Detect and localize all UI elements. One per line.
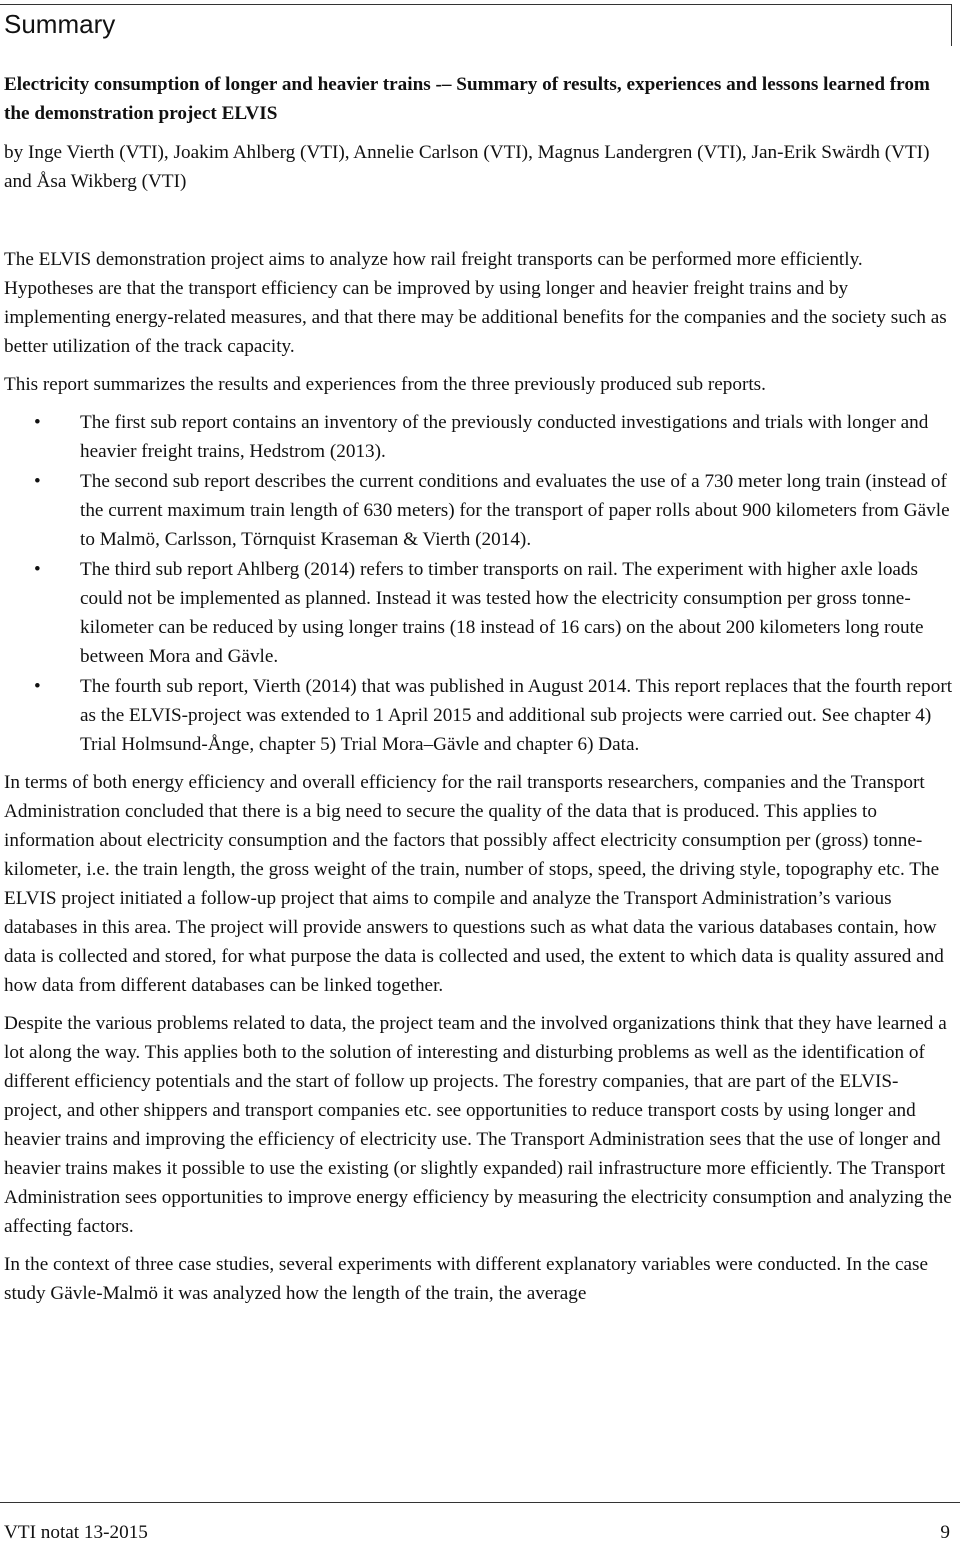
case-studies-paragraph: In the context of three case studies, several experiments with different explanatory variables were conducted. In the case study Gävle-Malmö it was analyzed how the length of the train, the average <box>4 1254 928 1304</box>
page-number: 9 <box>940 1522 950 1543</box>
data-quality-paragraph: In terms of both energy efficiency and overall efficiency for the rail transports researchers, companies and the Transport Administration concluded that there is a big need to secure the quality of the data that is produced. This applies to information about electricity consumption and the factors that possibly affect electricity consumption per (gross) tonne-kilometer, i.e. the train length, the gross weight of the train, number of stops, speed, the driving style, topography etc. The ELVIS project initiated a follow-up project that aims to compile and analyze the Transport Administration’s various databases in this area. The project will provide answers to questions such as what data the various databases contain, how data is collected and stored, for what purpose the data is collected and used, the extent to which data is quality assured and how data from different databases can be linked together. <box>4 772 944 996</box>
report-identifier: VTI notat 13-2015 <box>4 1522 148 1543</box>
intro-paragraph: The ELVIS demonstration project aims to analyze how rail freight transports can be performed more efficiently. Hypotheses are that the transport efficiency can be improved by using longer and heavier freight trains and by implementing energy-related measures, and that there may be additional benefits for the companies and the society such as better utilization of the track capacity. <box>4 249 947 357</box>
list-item: • The second sub report describes the current conditions and evaluates the use of a 730 meter long train (instead of the current maximum train length of 630 meters) for the transport of paper rolls about 900 kilometers from Gävle to Malmö, Carlsson, Törnquist Kraseman & Vierth (2014). <box>4 467 954 554</box>
document-title: Electricity consumption of longer and heavier trains -– Summary of results, experiences and lessons learned from the demonstration project ELVIS <box>4 74 930 124</box>
section-title: Summary <box>4 9 116 39</box>
footer-divider <box>0 1502 960 1503</box>
document-body <box>4 70 954 1317</box>
sub-report-list <box>4 408 954 759</box>
page-footer <box>0 1502 960 1545</box>
list-item: • The fourth sub report, Vierth (2014) that was published in August 2014. This report replaces that the fourth report as the ELVIS-project was extended to 1 April 2015 and additional sub projects were carried out. See chapter 4) Trial Holmsund-Ånge, chapter 5) Trial Mora–Gävle and chapter 6) Data. <box>4 672 954 759</box>
authors-line: by Inge Vierth (VTI), Joakim Ahlberg (VTI), Annelie Carlson (VTI), Magnus Landergren (VTI), Jan-Erik Swärdh (VTI) and Åsa Wikberg (VTI) <box>4 142 930 192</box>
lessons-learned-paragraph: Despite the various problems related to data, the project team and the involved organizations think that they have learned a lot along the way. This applies both to the solution of interesting and disturbing problems as well as the identification of different efficiency potentials and the start of follow up projects. The forestry companies, that are part of the ELVIS-project, and other shippers and transport companies etc. see opportunities to reduce transport costs by using longer and heavier trains and improving the efficiency of electricity use. The Transport Administration sees that the use of longer and heavier trains makes it possible to use the existing (or slightly expanded) rail infrastructure more efficiently. The Transport Administration sees opportunities to improve energy efficiency by measuring the electricity consumption and analyzing the affecting factors. <box>4 1013 952 1237</box>
list-item: • The first sub report contains an inventory of the previously conducted investigations and trials with longer and heavier freight trains, Hedstrom (2013). <box>4 408 954 466</box>
list-item: • The third sub report Ahlberg (2014) refers to timber transports on rail. The experiment with higher axle loads could not be implemented as planned. Instead it was tested how the electricity consumption per gross tonne-kilometer can be reduced by using longer trains (18 instead of 16 cars) on the about 200 kilometers long route between Mora and Gävle. <box>4 555 954 671</box>
section-header-frame <box>0 4 952 46</box>
report-summary-paragraph: This report summarizes the results and experiences from the three previously produced sub reports. <box>4 374 766 395</box>
